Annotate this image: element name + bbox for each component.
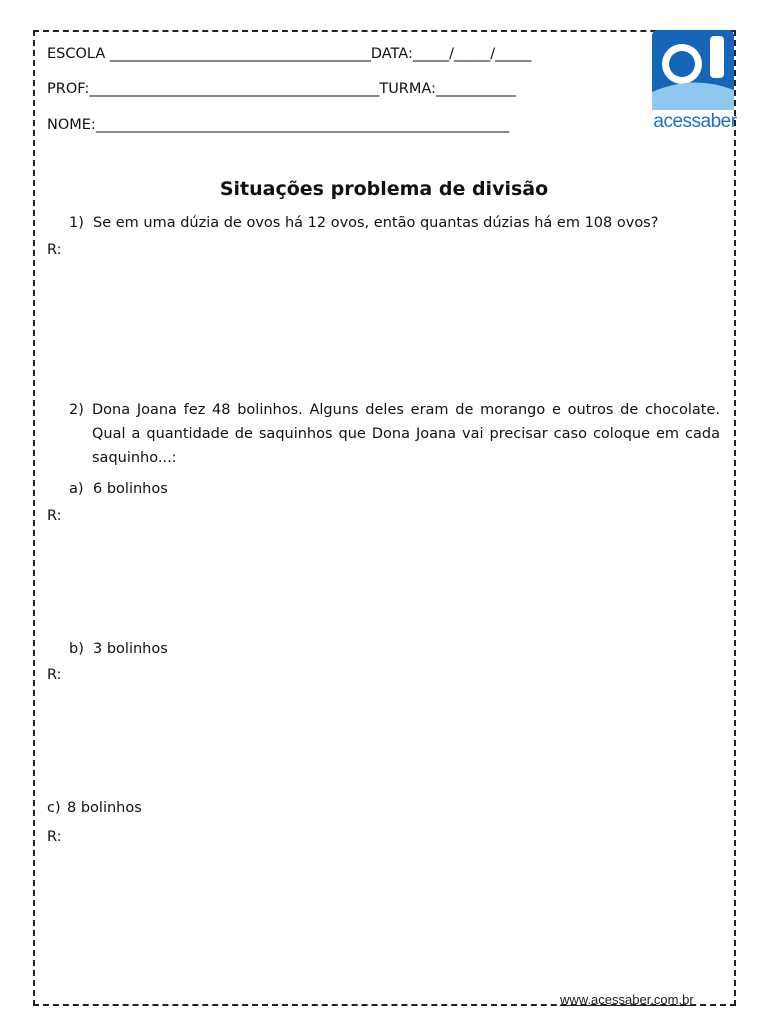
- q2b-answer-label: R:: [47, 667, 62, 683]
- page-title: Situações problema de divisão: [219, 178, 549, 200]
- q2b-text: 3 bolinhos: [93, 641, 168, 657]
- q2a-text: 6 bolinhos: [93, 481, 168, 497]
- q1-number: 1): [69, 215, 84, 231]
- q2a-answer-label: R:: [47, 508, 62, 524]
- q2-number: 2): [69, 402, 84, 418]
- person-logo-icon: [652, 30, 734, 110]
- page-border: [33, 30, 736, 1006]
- q2b-label: b): [69, 641, 84, 657]
- q2c-text: 8 bolinhos: [67, 800, 142, 816]
- footer-link[interactable]: www.acessaber.com.br: [560, 992, 694, 1007]
- name-field: NOME:_________________________________________________________: [47, 117, 510, 133]
- q2c-answer-label: R:: [47, 829, 62, 845]
- q1-text: Se em uma dúzia de ovos há 12 ovos, então quantas dúzias há em 108 ovos?: [93, 215, 659, 231]
- logo-wordmark: acessaber: [653, 111, 737, 132]
- q2a-label: a): [69, 481, 84, 497]
- acessaber-logo: [650, 30, 736, 134]
- q2-text: Dona Joana fez 48 bolinhos. Alguns deles eram de morango e outros de chocolate. Qual a quantidade de saquinhos que Dona Joana vai precisar caso coloque em cada saquinho...:: [92, 402, 720, 466]
- teacher-field: PROF:________________________________________TURMA:___________: [47, 81, 516, 97]
- q2c-label: c): [47, 800, 61, 816]
- school-field: ESCOLA ____________________________________DATA:_____/_____/_____: [47, 46, 532, 62]
- q1-answer-label: R:: [47, 242, 62, 258]
